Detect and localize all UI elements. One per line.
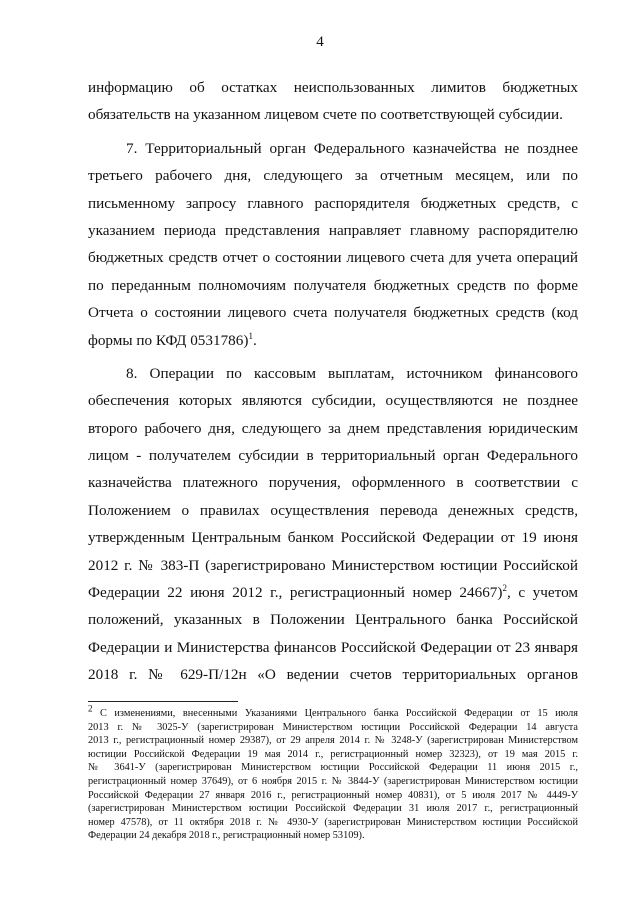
paragraph-7-line: по переданным полномочиям получателя бюджетных средств по форме xyxy=(88,276,578,294)
paragraph-7-line: бюджетных средств отчет о состоянии лицевого счета для учета операций xyxy=(88,249,578,267)
footnote-line: регистрационный номер 37649), от 6 ноября 2015 г. № 3844-У (зарегистрирован Министерством юстиции xyxy=(88,775,578,787)
footnote-line: Российской Федерации 27 января 2016 г., регистрационный номер 40831), от 5 июля 2017 № 4449-У xyxy=(88,789,578,801)
footnotes xyxy=(88,703,578,843)
paragraph-8-line xyxy=(88,579,578,606)
footnote-line xyxy=(88,703,578,721)
footnote-line: номер 47578), от 11 октября 2018 г. № 4930-У (зарегистрирован Министерством юстиции Российской xyxy=(88,816,578,828)
footnote-line: Федерации 24 декабря 2018 г., регистрационный номер 53109). xyxy=(88,830,365,842)
footnote-ref-2: 2 xyxy=(502,582,507,593)
text-line: обязательств на указанном лицевом счете по соответствующей субсидии. xyxy=(88,106,563,124)
paragraph-7-line: 7. Территориальный орган Федерального казначейства не позднее xyxy=(126,139,578,157)
paragraph-8-line: обеспечения которых являются субсидии, осуществляются не позднее xyxy=(88,392,578,410)
footnote-line: (зарегистрирован Министерством юстиции Российской Федерации 31 июля 2017 г., регистрационный xyxy=(88,803,578,815)
footnote-line: 2013 г. № 3025-У (зарегистрирован Министерством юстиции Российской Федерации 14 августа xyxy=(88,721,578,733)
paragraph-8-line: 8. Операции по кассовым выплатам, источником финансового xyxy=(126,364,578,382)
footnote-divider xyxy=(88,701,238,702)
paragraph-7-text: формы по КФД 0531786) xyxy=(88,331,249,349)
footnote-text: С изменениями, внесенными Указаниями Центрального банка Российской Федерации от 15 июля xyxy=(92,708,578,719)
paragraph-7-line: письменному запросу главного распорядителя бюджетных средств, с xyxy=(88,194,578,212)
paragraph-8-text: Федерации 22 июня 2012 г., регистрационный номер 24667) xyxy=(88,584,503,602)
footnote-mark: 2 xyxy=(88,703,93,714)
paragraph-8-line: 2018 г. № 629-П/12н «О ведении счетов территориальных органов xyxy=(88,666,578,684)
paragraph-8-line: утвержденным Центральным банком Российской Федерации от 19 июня xyxy=(88,529,578,547)
paragraph-8-line: лицом - получателем субсидии в территориальный орган Федерального xyxy=(88,447,578,465)
paragraph-7-line: Отчета о состоянии лицевого счета получателя бюджетных средств (код xyxy=(88,304,578,322)
page-number: 4 xyxy=(316,34,324,50)
paragraph-8-line: Федерации и Министерства финансов Российской Федерации от 23 января xyxy=(88,638,578,656)
paragraph-7-line: указанием периода представления направляет главному распорядителю xyxy=(88,221,578,239)
body-text xyxy=(88,74,578,689)
paragraph-8-line: Положением о правилах осуществления перевода денежных средств, xyxy=(88,501,578,519)
paragraph-7-end: . xyxy=(252,331,257,349)
footnote-line: 2013 г., регистрационный номер 29387), от 29 апреля 2014 г. № 3248-У (зарегистрирован Министерством xyxy=(88,735,578,747)
paragraph-8-line: положений, указанных в Положении Центрального банка Российской xyxy=(88,611,578,629)
paragraph-8-text: , с учетом xyxy=(506,584,578,602)
paragraph-8-line: 2012 г. № 383-П (зарегистрировано Министерством юстиции Российской xyxy=(88,556,578,574)
footnote-ref-1: 1 xyxy=(248,330,253,341)
footnote-line: юстиции Российской Федерации 19 мая 2014 г., регистрационный номер 32323), от 19 мая 2015 г. xyxy=(88,748,578,760)
paragraph-7-last-line xyxy=(88,327,578,354)
footnote-line: № 3641-У (зарегистрирован Министерством юстиции Российской Федерации 11 июня 2015 г., xyxy=(88,762,578,774)
paragraph-8-line: второго рабочего дня, следующего за днем представления юридическим xyxy=(88,419,578,437)
text-line: информацию об остатках неиспользованных лимитов бюджетных xyxy=(88,79,578,96)
paragraph-8-line: казначейства платежного поручения, оформленного в соответствии с xyxy=(88,474,578,492)
paragraph-7-line: третьего рабочего дня, следующего за отчетным месяцем, или по xyxy=(88,167,578,185)
